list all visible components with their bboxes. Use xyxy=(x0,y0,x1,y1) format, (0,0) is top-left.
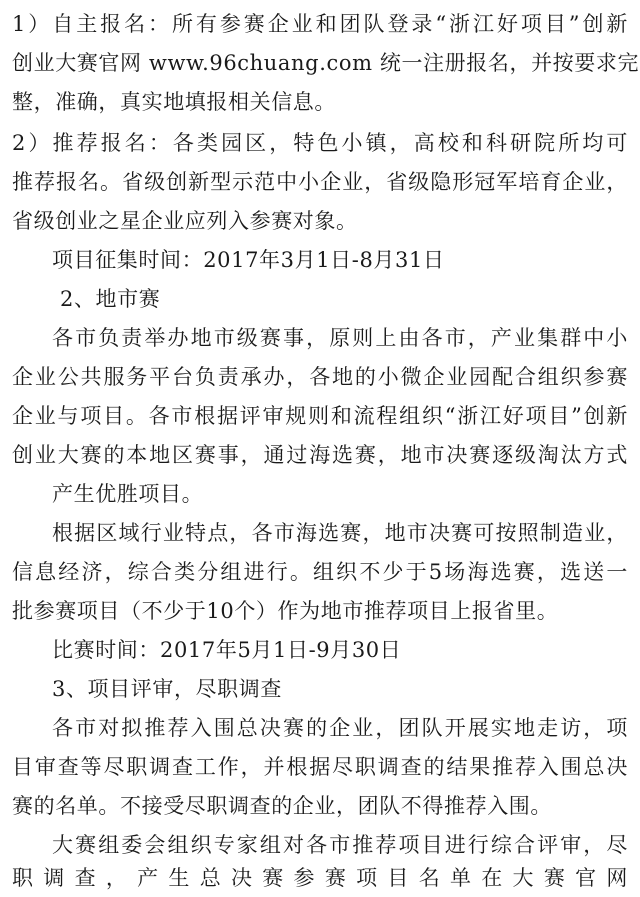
text-line-9: 各市负责举办地市级赛事，原则上由各市，产业集群中小 xyxy=(52,326,628,350)
text-line-6: 省级创业之星企业应列入参赛对象。 xyxy=(12,209,358,233)
text-line-5: 推荐报名。省级创新型示范中小企业，省级隐形冠军培育企业， xyxy=(12,170,628,194)
text-line-17: 比赛时间：2017年5月1日-9月30日 xyxy=(52,638,402,662)
text-line-1: 1）自主报名：所有参赛企业和团队登录“浙江好项目”创新 xyxy=(12,12,628,36)
text-line-10: 企业公共服务平台负责承办，各地的小微企业园配合组织参赛 xyxy=(12,365,628,389)
text-line-4: 2）推荐报名：各类园区，特色小镇，高校和科研院所均可 xyxy=(12,131,628,155)
text-line-22: 大赛组委会组织专家组对各市推荐项目进行综合评审，尽 xyxy=(52,833,628,857)
section-heading-3: 3、项目评审，尽职调查 xyxy=(52,677,282,701)
text-line-2: 创业大赛官网 www.96chuang.com 统一注册报名，并按要求完 xyxy=(12,51,640,75)
text-line-7: 项目征集时间：2017年3月1日-8月31日 xyxy=(52,248,445,272)
text-line-23: 职调查，产生总决赛参赛项目名单在大赛官网 xyxy=(12,866,628,890)
text-line-16: 批参赛项目（不少于10个）作为地市推荐项目上报省里。 xyxy=(12,599,559,623)
text-line-12: 创业大赛的本地区赛事，通过海选赛，地市决赛逐级淘汰方式 xyxy=(12,443,628,467)
text-line-19: 各市对拟推荐入围总决赛的企业，团队开展实地走访，项 xyxy=(52,716,628,740)
text-line-11: 企业与项目。各市根据评审规则和流程组织“浙江好项目”创新 xyxy=(12,404,628,428)
text-line-3: 整，准确，真实地填报相关信息。 xyxy=(12,90,336,114)
text-line-21: 赛的名单。不接受尽职调查的企业，团队不得推荐入围。 xyxy=(12,794,552,818)
text-line-14: 根据区域行业特点，各市海选赛，地市决赛可按照制造业， xyxy=(52,521,628,545)
text-line-13: 产生优胜项目。 xyxy=(52,482,204,506)
section-heading-2: 2、地市赛 xyxy=(60,287,161,311)
text-line-20: 目审查等尽职调查工作，并根据尽职调查的结果推荐入围总决 xyxy=(12,755,628,779)
text-line-15: 信息经济，综合类分组进行。组织不少于5场海选赛，选送一 xyxy=(12,560,628,584)
